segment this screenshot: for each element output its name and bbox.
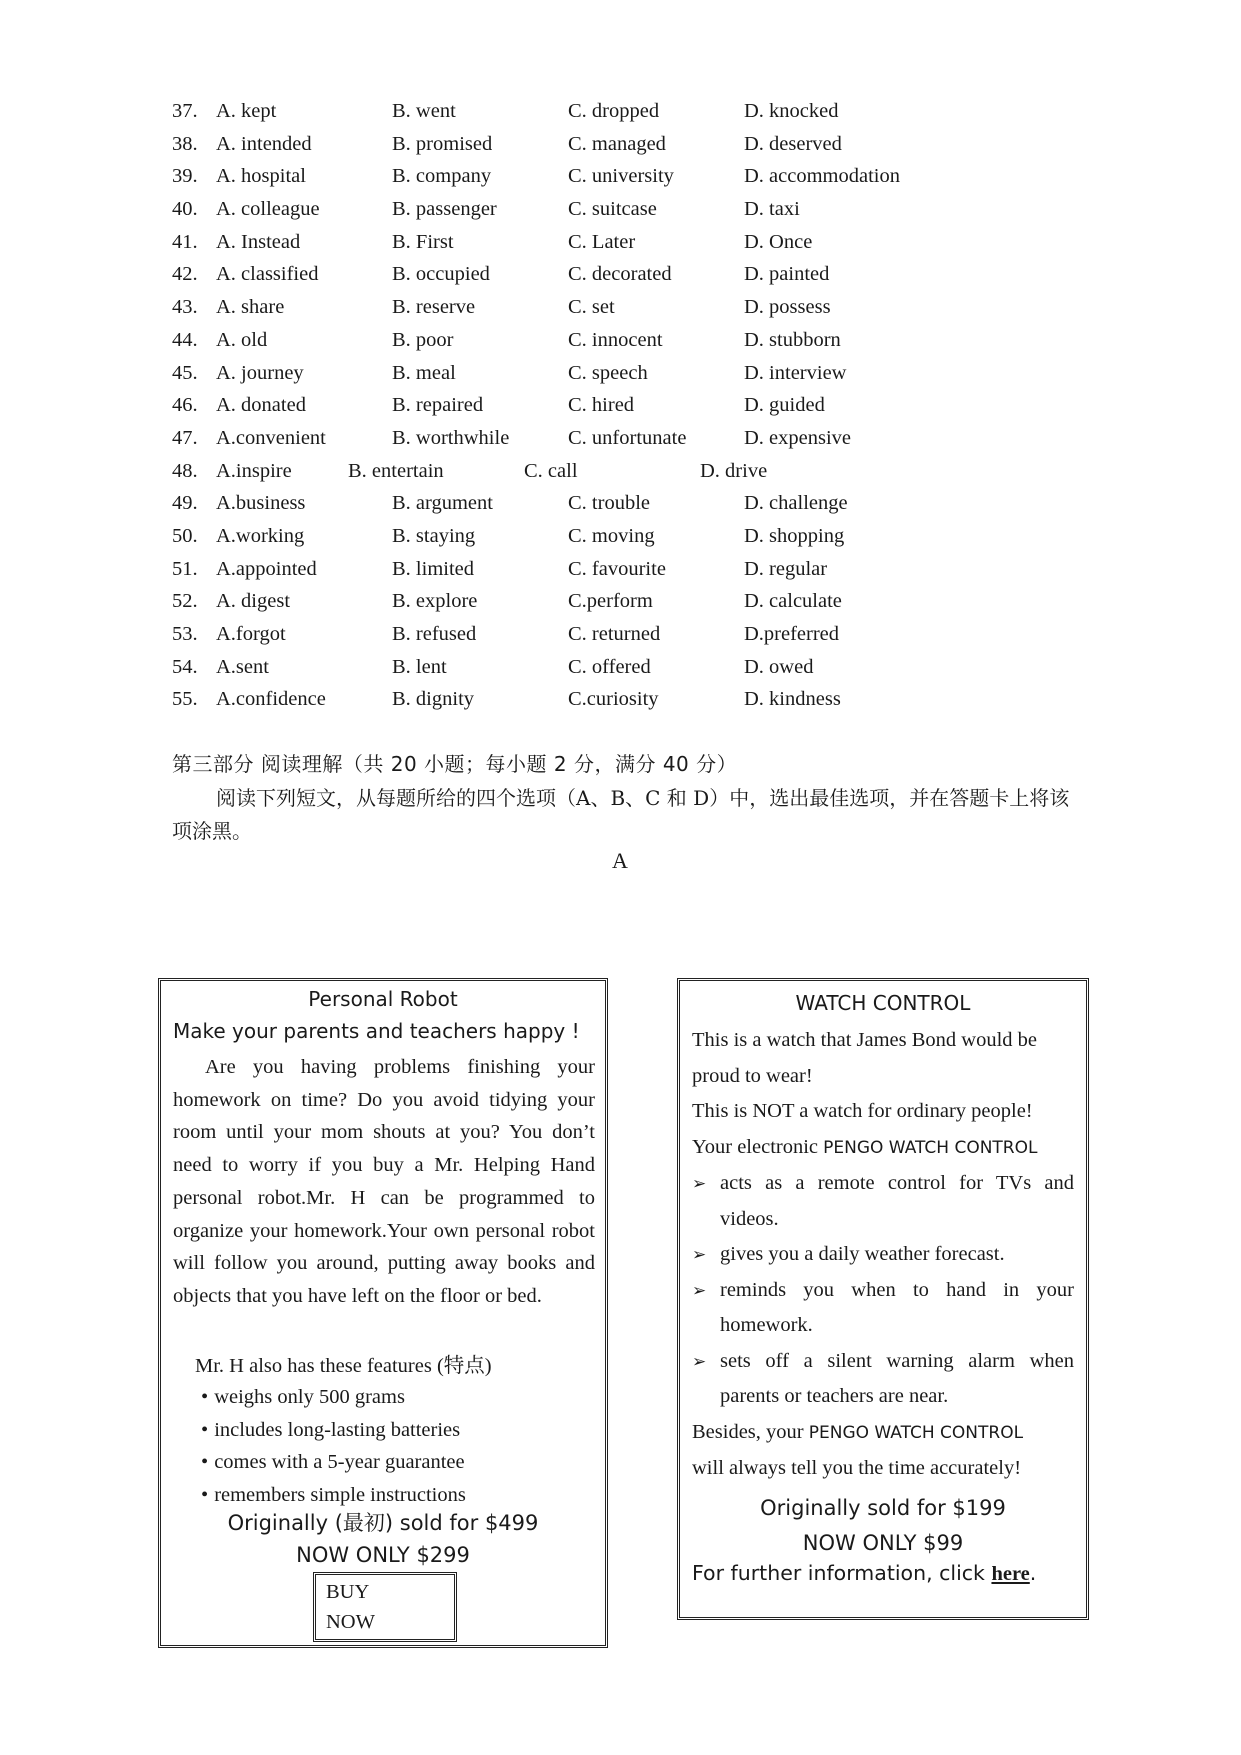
option-a: A.working <box>216 524 305 547</box>
question-row-46 <box>172 389 1072 422</box>
watch-besides-line <box>692 1415 1074 1452</box>
arrow-bullet-icon: ➢ <box>692 1174 707 1193</box>
option-d: D. guided <box>744 394 825 417</box>
option-a: A. colleague <box>216 198 320 221</box>
question-row-50 <box>172 520 1072 553</box>
buy-button-line2: NOW <box>326 1611 375 1633</box>
watch-line-3 <box>692 1130 1074 1167</box>
watch-feature <box>692 1273 1074 1344</box>
option-a: A. hospital <box>216 165 306 188</box>
watch-ad-title: WATCH CONTROL <box>795 991 971 1015</box>
question-number: 38. <box>172 132 198 155</box>
option-d: D.preferred <box>744 623 840 645</box>
option-c: C. decorated <box>568 263 672 286</box>
option-c: C.curiosity <box>568 688 659 711</box>
brand-name: PENGO WATCH CONTROL <box>808 1422 1024 1443</box>
option-b: B. reserve <box>392 296 476 319</box>
watch-line-2: This is NOT a watch for ordinary people! <box>692 1100 1033 1122</box>
option-d: D. owed <box>744 655 814 678</box>
question-number: 45. <box>172 361 198 384</box>
option-a: A. Instead <box>216 230 301 253</box>
option-d: D. stubborn <box>744 328 841 351</box>
question-number: 51. <box>172 557 198 580</box>
arrow-bullet-icon: ➢ <box>692 1280 707 1300</box>
arrow-bullet-icon: ➢ <box>692 1245 707 1264</box>
option-a: A. classified <box>216 263 319 286</box>
question-row-48 <box>172 455 1072 488</box>
robot-ad <box>158 978 608 1648</box>
watch-feature-text: gives you a daily weather forecast. <box>720 1243 1005 1265</box>
feature-item: • weighs only 500 grams <box>201 1381 466 1414</box>
watch-besides-suffix: will always tell you the time accurately! <box>692 1457 1022 1479</box>
robot-ad-body: Are you having problems finishing your homework on time? Do you avoid tidying your room until your mom shouts at you? You don’t need to worry if you buy a Mr. Helping Hand personal robot.Mr. H can be programmed to organize your homework.Your own personal robot will follow you around, putting away books and objects that you have left on the floor or bed. <box>173 1056 595 1307</box>
brand-name: PENGO WATCH CONTROL <box>823 1137 1038 1158</box>
question-number: 48. <box>172 459 198 482</box>
buy-now-button[interactable] <box>313 1572 457 1642</box>
option-b: B. poor <box>392 328 454 351</box>
watch-info-line <box>692 1561 1036 1586</box>
option-d: D. calculate <box>744 590 842 613</box>
option-d: D. challenge <box>744 492 848 515</box>
option-c: C. Later <box>568 230 636 253</box>
feature-item: • remembers simple instructions <box>201 1479 466 1512</box>
question-number: 52. <box>172 590 198 613</box>
option-b: B. repaired <box>392 394 484 417</box>
option-d: D. regular <box>744 557 828 580</box>
option-c: C. innocent <box>568 328 663 351</box>
watch-current-price: NOW ONLY $99 <box>802 1531 964 1555</box>
option-b: B. refused <box>392 623 477 645</box>
option-a: A.confidence <box>216 688 326 711</box>
option-b: B. company <box>392 165 492 188</box>
question-number: 37. <box>172 100 198 122</box>
option-c: C. dropped <box>568 100 660 122</box>
question-row-43 <box>172 291 1072 324</box>
question-number: 40. <box>172 198 198 221</box>
option-a: A.inspire <box>216 459 292 482</box>
besides-prefix: Besides, your <box>692 1420 809 1443</box>
watch-line-3-prefix: Your electronic <box>692 1135 824 1158</box>
question-number: 47. <box>172 426 198 449</box>
passage-label: A <box>612 848 628 873</box>
option-a: A. journey <box>216 361 304 384</box>
option-b: B. lent <box>392 655 447 678</box>
section-instructions: 阅读下列短文，从每题所给的四个选项（A、B、C 和 D）中，选出最佳选项，并在答题卡上将该项涂黑。 <box>172 786 1070 843</box>
option-b: B. argument <box>392 492 493 515</box>
option-b: B. passenger <box>392 198 497 221</box>
option-c: C. university <box>568 165 674 188</box>
question-row-53 <box>172 618 1072 651</box>
question-row-52 <box>172 585 1072 618</box>
robot-features-intro: Mr. H also has these features (特点) <box>195 1355 492 1377</box>
option-b: B. explore <box>392 590 478 613</box>
option-c: C. hired <box>568 394 635 417</box>
option-c: C. set <box>568 296 615 319</box>
option-c: C. moving <box>568 524 655 547</box>
question-row-45 <box>172 357 1072 390</box>
option-a: A. intended <box>216 132 312 155</box>
option-d: D. drive <box>700 459 768 482</box>
watch-feature <box>692 1237 1074 1273</box>
question-row-55 <box>172 683 1072 716</box>
option-d: D. Once <box>744 230 813 253</box>
robot-ad-subtitle: Make your parents and teachers happy ! <box>173 1019 580 1043</box>
option-d: D. interview <box>744 361 847 384</box>
option-b: B. First <box>392 230 454 253</box>
option-b: B. occupied <box>392 263 490 286</box>
option-c: C. favourite <box>568 557 666 580</box>
question-row-49 <box>172 487 1072 520</box>
option-b: B. staying <box>392 524 476 547</box>
question-row-47 <box>172 422 1072 455</box>
robot-features-list <box>201 1381 466 1512</box>
question-number: 42. <box>172 263 198 286</box>
option-b: B. limited <box>392 557 474 580</box>
option-b: B. dignity <box>392 688 475 711</box>
watch-feature <box>692 1166 1074 1237</box>
watch-line-1: This is a watch that James Bond would be proud to wear! <box>692 1029 1038 1087</box>
question-number: 50. <box>172 524 198 547</box>
options-list <box>172 95 1072 716</box>
option-d: D. knocked <box>744 100 839 122</box>
feature-item: • includes long-lasting batteries <box>201 1414 466 1447</box>
question-number: 54. <box>172 655 198 678</box>
option-a: A.sent <box>216 655 269 678</box>
option-c: C.perform <box>568 590 653 613</box>
option-d: D. kindness <box>744 688 841 711</box>
option-c: C. speech <box>568 361 648 384</box>
option-b: B. promised <box>392 132 493 155</box>
option-c: C. unfortunate <box>568 426 687 449</box>
option-b: B. entertain <box>348 459 444 482</box>
option-a: A.appointed <box>216 557 317 580</box>
option-d: D. taxi <box>744 198 800 221</box>
question-row-51 <box>172 553 1072 586</box>
option-a: A. kept <box>216 100 277 122</box>
question-row-38 <box>172 128 1072 161</box>
watch-ad-body <box>692 1023 1074 1487</box>
option-a: A.convenient <box>216 426 326 449</box>
watch-price <box>680 1491 1086 1561</box>
option-b: B. went <box>392 100 456 122</box>
question-number: 53. <box>172 623 198 645</box>
question-number: 44. <box>172 328 198 351</box>
arrow-bullet-icon: ➢ <box>692 1351 707 1371</box>
option-c: C. offered <box>568 655 651 678</box>
watch-original-price: Originally sold for $199 <box>760 1496 1006 1520</box>
question-row-44 <box>172 324 1072 357</box>
option-b: B. meal <box>392 361 456 384</box>
watch-feature <box>692 1344 1074 1415</box>
watch-ad <box>677 978 1089 1620</box>
robot-current-price: NOW ONLY $299 <box>296 1543 470 1567</box>
option-d: D. expensive <box>744 426 852 449</box>
watch-feature-text: acts as a remote control for TVs and videos. <box>720 1172 1074 1230</box>
robot-price <box>161 1507 605 1571</box>
info-suffix: . <box>1029 1561 1037 1585</box>
question-number: 43. <box>172 296 198 319</box>
question-row-37 <box>172 95 1072 128</box>
option-c: C. managed <box>568 132 666 155</box>
question-number: 46. <box>172 394 198 417</box>
question-row-54 <box>172 651 1072 684</box>
here-link[interactable]: here <box>991 1563 1030 1585</box>
feature-item: • comes with a 5-year guarantee <box>201 1446 466 1479</box>
watch-feature-text: reminds you when to hand in your homework. <box>720 1278 1074 1336</box>
option-c: C. call <box>524 459 578 482</box>
info-prefix: For further information, click <box>692 1561 992 1585</box>
question-row-42 <box>172 258 1072 291</box>
section-title: 第三部分 阅读理解（共 20 小题；每小题 2 分，满分 40 分） <box>172 752 738 776</box>
option-c: C. returned <box>568 623 661 645</box>
question-row-40 <box>172 193 1072 226</box>
option-d: D. deserved <box>744 132 842 155</box>
option-c: C. suitcase <box>568 198 657 221</box>
option-d: D. shopping <box>744 524 845 547</box>
option-a: A.forgot <box>216 623 286 645</box>
option-a: A. share <box>216 296 285 319</box>
robot-original-price: Originally (最初) sold for $499 <box>227 1511 539 1535</box>
robot-ad-title: Personal Robot <box>308 987 458 1011</box>
option-a: A. old <box>216 328 268 351</box>
question-row-39 <box>172 160 1072 193</box>
option-b: B. worthwhile <box>392 426 510 449</box>
option-a: A. donated <box>216 394 306 417</box>
option-c: C. trouble <box>568 492 650 515</box>
option-a: A.business <box>216 492 306 515</box>
option-d: D. possess <box>744 296 831 319</box>
question-number: 39. <box>172 165 198 188</box>
watch-feature-text: sets off a silent warning alarm when parents or teachers are near. <box>720 1349 1074 1407</box>
option-a: A. digest <box>216 590 291 613</box>
option-d: D. accommodation <box>744 165 900 188</box>
option-d: D. painted <box>744 263 830 286</box>
question-number: 41. <box>172 230 198 253</box>
question-number: 55. <box>172 688 198 711</box>
question-row-41 <box>172 226 1072 259</box>
question-number: 49. <box>172 492 198 515</box>
buy-button-line1: BUY <box>326 1581 370 1603</box>
